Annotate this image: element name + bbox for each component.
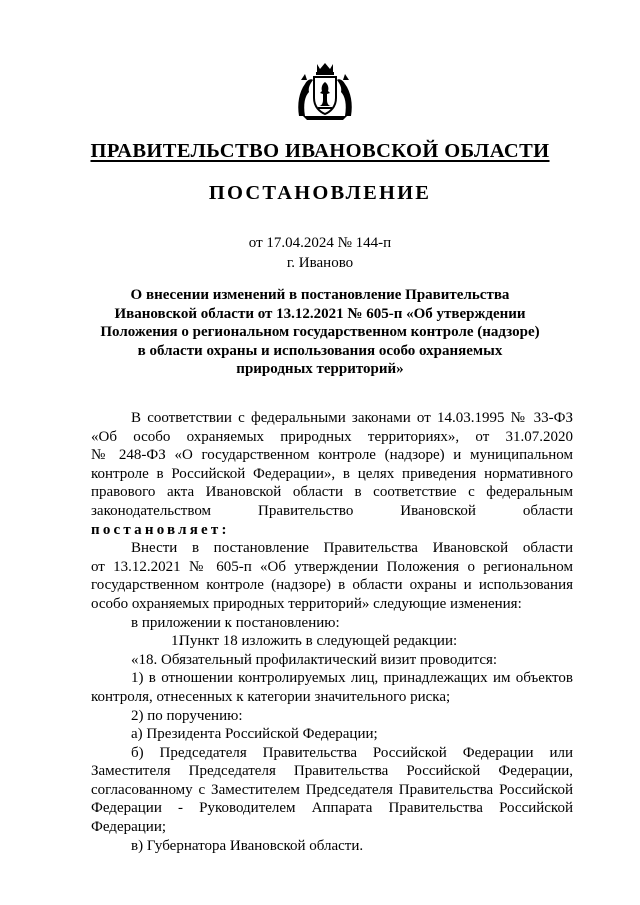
subject-line: в области охраны и использования особо охраняемых (137, 342, 503, 359)
in-annex-line: в приложении к постановлению: (131, 614, 340, 631)
sub1-line: контроля, отнесенных к категории значительного риска; (91, 688, 451, 705)
sub2a-line: а) Президента Российской Федерации; (131, 726, 378, 743)
subject-line: Положения о региональном государственном контроле (надзоре) (100, 324, 540, 340)
item-1 (91, 632, 573, 651)
subject-line: О внесении изменений в постановление Правительства (130, 287, 510, 303)
sub1-line: 1) в отношении контролируемых лиц, принадлежащих им объектов (131, 670, 573, 687)
ivanovo-region-coat-of-arms-icon (295, 60, 355, 122)
government-title: ПРАВИТЕЛЬСТВО ИВАНОВСКОЙ ОБЛАСТИ (90, 140, 550, 162)
quote-start: «18. Обязательный профилактический визит проводится: (131, 651, 498, 668)
preamble-line: № 248-ФЗ «О государственном контроле (надзоре) и муниципальном (91, 447, 573, 464)
amend-intro-line: от 13.12.2021 № 605-п «Об утверждении Положения о региональном (91, 558, 573, 575)
amend-intro-line: государственном контроле (надзоре) в области охраны и использования (91, 577, 573, 594)
subject-line: Ивановской области от 13.12.2021 № 605-п «Об утверждении (114, 305, 526, 322)
subject-line: природных территорий» (236, 361, 404, 377)
item-number: 1. (171, 633, 183, 650)
preamble-line: «Об особо охраняемых природных территориях», от 31.07.2020 (91, 428, 573, 445)
item-text: Пункт 18 изложить в следующей редакции: (179, 633, 458, 650)
sub2b-line: Федерации; (91, 819, 167, 836)
sub2b-line: согласованному с Заместителем Председателя Правительства Российской (91, 781, 573, 798)
resolves-keyword: постановляет: (91, 521, 230, 538)
preamble-line: правового акта Ивановской области в соответствие с федеральным (91, 484, 573, 501)
sub2v-line: в) Губернатора Ивановской области. (131, 837, 364, 854)
preamble-line: законодательством Правительство Ивановской области (91, 502, 573, 519)
preamble-line: контроле в Российской Федерации», в целях приведения нормативного (91, 465, 573, 482)
document-city: г. Иваново (286, 255, 354, 271)
document-subject (90, 286, 550, 379)
sub2b-line: б) Председателя Правительства Российской Федерации или (131, 744, 573, 761)
document-type: ПОСТАНОВЛЕНИЕ (208, 182, 432, 204)
sub2b-line: Заместителя Председателя Правительства Российской Федерации, (91, 763, 573, 780)
amend-intro-line: особо охраняемых природных территорий» следующие изменения: (91, 595, 522, 612)
sub2-line: 2) по поручению: (131, 707, 243, 724)
amend-intro-line: Внести в постановление Правительства Ивановской области (131, 540, 573, 557)
preamble-line: В соответствии с федеральными законами от 14.03.1995 № 33-ФЗ (131, 410, 573, 426)
document-body (91, 409, 573, 855)
sub2b-line: Федерации - Руководителем Аппарата Правительства Российской (91, 800, 573, 817)
document-date-number: от 17.04.2024 № 144-п (248, 235, 392, 251)
